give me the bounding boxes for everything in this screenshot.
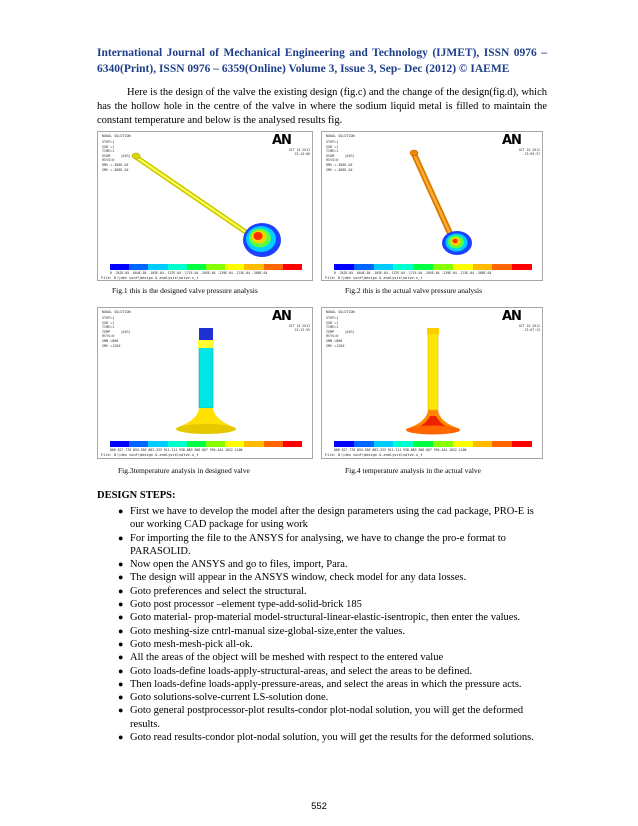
bullet-icon: ● (118, 705, 124, 716)
color-scale-swatch (225, 441, 244, 447)
design-step-text: All the areas of the object will be meshed with respect to the entered value (130, 652, 444, 664)
color-scale-swatch (492, 264, 512, 270)
figure-1-legend-title: NODAL SOLUTION (102, 134, 131, 138)
color-scale-swatch (244, 264, 263, 270)
design-step-item (97, 505, 547, 532)
figure-3-legend-lines: STEP=1 SUB =1 TIME=1 TEMP (AVG) RSYS=0 SMN =800 SMX =1200 (102, 316, 131, 348)
design-step-item (97, 625, 547, 638)
ansys-logo: AN (502, 133, 521, 148)
color-scale-swatch (148, 264, 167, 270)
design-step-text: Goto read results-condor plot-nodal solution, you will get the results for the deformed solutions. (130, 732, 534, 744)
design-step-text: Goto meshing-size cntrl-manual size-global-size,enter the values. (130, 625, 405, 637)
color-scale-swatch (206, 264, 225, 270)
design-step-item (97, 704, 547, 731)
design-step-text: Now open the ANSYS and go to files, import, Para. (130, 559, 348, 571)
color-scale-swatch (354, 441, 374, 447)
design-step-item (97, 585, 547, 598)
journal-header: International Journal of Mechanical Engineering and Technology (IJMET), ISSN 0976 – 6340(Print), ISSN 0976 – 6359(Online) Volume 3, Issue 3, Sep- Dec (2012) © IAEME (97, 47, 547, 75)
bullet-icon: ● (118, 692, 124, 703)
ansys-logo: AN (502, 309, 521, 324)
figure-2-color-scale (334, 264, 532, 270)
design-steps-heading: DESIGN STEPS: (97, 490, 176, 501)
figure-4-timestamp: OCT 16 2012 23:07:13 (518, 324, 540, 332)
figure-4-color-scale (334, 441, 532, 447)
figure-2-caption: Fig.2 this is the actual valve pressure analysis (345, 286, 483, 295)
bullet-icon: ● (118, 532, 124, 543)
color-scale-swatch (473, 264, 493, 270)
design-step-text: Goto material- prop-material model-structural-linear-elastic-isentropic, then enter the values. (130, 612, 521, 624)
color-scale-swatch (413, 264, 433, 270)
color-scale-swatch (187, 441, 206, 447)
figure-2-legend-lines: STEP=1 SUB =1 TIME=1 USUM (AVG) RSYS=0 DMX =.308E-04 SMX =.308E-04 (326, 140, 355, 172)
color-scale-swatch (453, 441, 473, 447)
color-scale-swatch (492, 441, 512, 447)
figure-4-file-path: File: D:\des conf\design & analysis\valve.x_t (325, 453, 423, 457)
color-scale-swatch (129, 264, 148, 270)
color-scale-swatch (225, 264, 244, 270)
design-step-item (97, 598, 547, 611)
color-scale-swatch (129, 441, 148, 447)
color-scale-swatch (334, 441, 354, 447)
color-scale-swatch (168, 264, 187, 270)
figure-2-actual-valve-pressure (321, 131, 543, 281)
bullet-icon: ● (118, 638, 124, 649)
figure-1-caption: Fig.1 this is the designed valve pressure analysis (112, 286, 258, 295)
ansys-logo: AN (272, 133, 291, 148)
color-scale-swatch (206, 441, 225, 447)
design-step-item (97, 571, 547, 584)
design-step-item (97, 558, 547, 571)
figure-2-legend-title: NODAL SOLUTION (326, 134, 355, 138)
design-step-text: The design will appear in the ANSYS window, check model for any data losses. (130, 572, 467, 584)
figure-2-file-path: File: D:\des conf\design & analysis\valve.x_t (325, 276, 423, 280)
color-scale-swatch (283, 264, 302, 270)
color-scale-swatch (433, 441, 453, 447)
design-steps-list (97, 505, 547, 744)
color-scale-swatch (393, 441, 413, 447)
color-scale-swatch (512, 441, 532, 447)
figure-1-color-scale (110, 264, 302, 270)
color-scale-swatch (512, 264, 532, 270)
figure-1-legend-lines: STEP=1 SUB =1 TIME=1 USUM (AVG) RSYS=0 DMX =.308E-04 SMX =.308E-04 (102, 140, 131, 172)
design-step-text: Then loads-define loads-apply-pressure-areas, and select the areas in which the pressure acts. (130, 678, 522, 690)
figure-1-timestamp: OCT 16 2012 23:16:06 (288, 148, 310, 156)
intro-paragraph (97, 86, 547, 128)
color-scale-swatch (354, 264, 374, 270)
color-scale-swatch (264, 264, 283, 270)
figure-3-file-path: File: D:\des conf\design & analysis\valve.x_t (101, 453, 199, 457)
design-step-text: Goto post processor –element type-add-solid-brick 185 (130, 599, 362, 611)
color-scale-swatch (374, 441, 394, 447)
figure-3-designed-valve-temperature (97, 307, 313, 459)
design-step-text: Goto mesh-mesh-pick all-ok. (130, 638, 253, 650)
figure-4-legend-lines: STEP=1 SUB =1 TIME=1 TEMP (AVG) RSYS=0 SMN =800 SMX =1200 (326, 316, 355, 348)
bullet-icon: ● (118, 665, 124, 676)
color-scale-swatch (334, 264, 354, 270)
design-step-item (97, 691, 547, 704)
bullet-icon: ● (118, 506, 124, 516)
figure-1-designed-valve-pressure (97, 131, 313, 281)
bullet-icon: ● (118, 612, 124, 623)
figure-1-file-path: File: D:\des conf\design & analysis\valve.x_t (101, 276, 199, 280)
color-scale-swatch (244, 441, 263, 447)
figure-2-timestamp: OCT 16 2012 23:05:37 (518, 148, 540, 156)
figure-4-legend-title: NODAL SOLUTION (326, 310, 355, 314)
figure-3-legend-title: NODAL SOLUTION (102, 310, 131, 314)
figure-3-caption: Fig.3temperature analysis in designed valve (118, 466, 250, 475)
color-scale-swatch (413, 441, 433, 447)
design-step-text: Goto preferences and select the structural. (130, 585, 307, 597)
design-step-item (97, 731, 547, 744)
design-step-text: Goto general postprocessor-plot results-condor plot-nodal solution, you will get the deformed results. (130, 705, 524, 730)
bullet-icon: ● (118, 652, 124, 663)
design-step-text: First we have to develop the model after the design parameters using the cad package, PRO-E is our working CAD package for using work (130, 506, 534, 531)
design-step-item (97, 532, 547, 559)
figure-3-color-scale (110, 441, 302, 447)
color-scale-swatch (393, 264, 413, 270)
design-step-text: For importing the file to the ANSYS for analysing, we have to change the pro-e format to PARASOLID. (130, 532, 506, 557)
color-scale-swatch (374, 264, 394, 270)
bullet-icon: ● (118, 625, 124, 636)
ansys-logo: AN (272, 309, 291, 324)
design-step-text: Goto solutions-solve-current LS-solution done. (130, 692, 329, 704)
design-step-item (97, 665, 547, 678)
bullet-icon: ● (118, 585, 124, 596)
figure-4-scale-ticks: 800 827.778 855.556 883.333 911.111 938.889 966.667 994.444 1022 1200 (334, 448, 467, 452)
bullet-icon: ● (118, 678, 124, 689)
design-step-item (97, 638, 547, 651)
design-step-item (97, 611, 547, 624)
page-number: 552 (311, 801, 327, 812)
color-scale-swatch (453, 264, 473, 270)
color-scale-swatch (473, 441, 493, 447)
figure-3-scale-ticks: 800 827.778 855.556 883.333 911.111 938.889 966.667 994.444 1022 1200 (110, 448, 243, 452)
design-step-item (97, 678, 547, 691)
color-scale-swatch (110, 264, 129, 270)
figure-2-scale-ticks: 0 .342E-05 .684E-05 .103E-04 .137E-04 .171E-04 .205E-04 .239E-04 .274E-04 .308E-04 (334, 271, 492, 275)
figure-3-timestamp: OCT 16 2012 23:13:55 (288, 324, 310, 332)
color-scale-swatch (283, 441, 302, 447)
bullet-icon: ● (118, 599, 124, 610)
color-scale-swatch (168, 441, 187, 447)
color-scale-swatch (148, 441, 167, 447)
color-scale-swatch (433, 264, 453, 270)
bullet-icon: ● (118, 572, 124, 583)
design-step-text: Goto loads-define loads-apply-structural-areas, and select the areas to be defined. (130, 665, 472, 677)
figure-1-scale-ticks: 0 .342E-05 .684E-05 .103E-04 .137E-04 .171E-04 .205E-04 .239E-04 .274E-04 .308E-04 (110, 271, 268, 275)
intro-text: Here is the design of the valve the existing design (fig.c) and the change of the design(fig.d), which has the hollow hole in the centre of the valve in where the sodium liquid metal is filled to maintain the constant temperature and below is the analysed results fig. (97, 87, 547, 126)
color-scale-swatch (110, 441, 129, 447)
bullet-icon: ● (118, 732, 124, 743)
color-scale-swatch (187, 264, 206, 270)
design-step-item (97, 651, 547, 664)
figure-4-caption: Fig.4 temperature analysis in the actual valve (345, 466, 481, 475)
figure-4-actual-valve-temperature (321, 307, 543, 459)
color-scale-swatch (264, 441, 283, 447)
bullet-icon: ● (118, 559, 124, 570)
